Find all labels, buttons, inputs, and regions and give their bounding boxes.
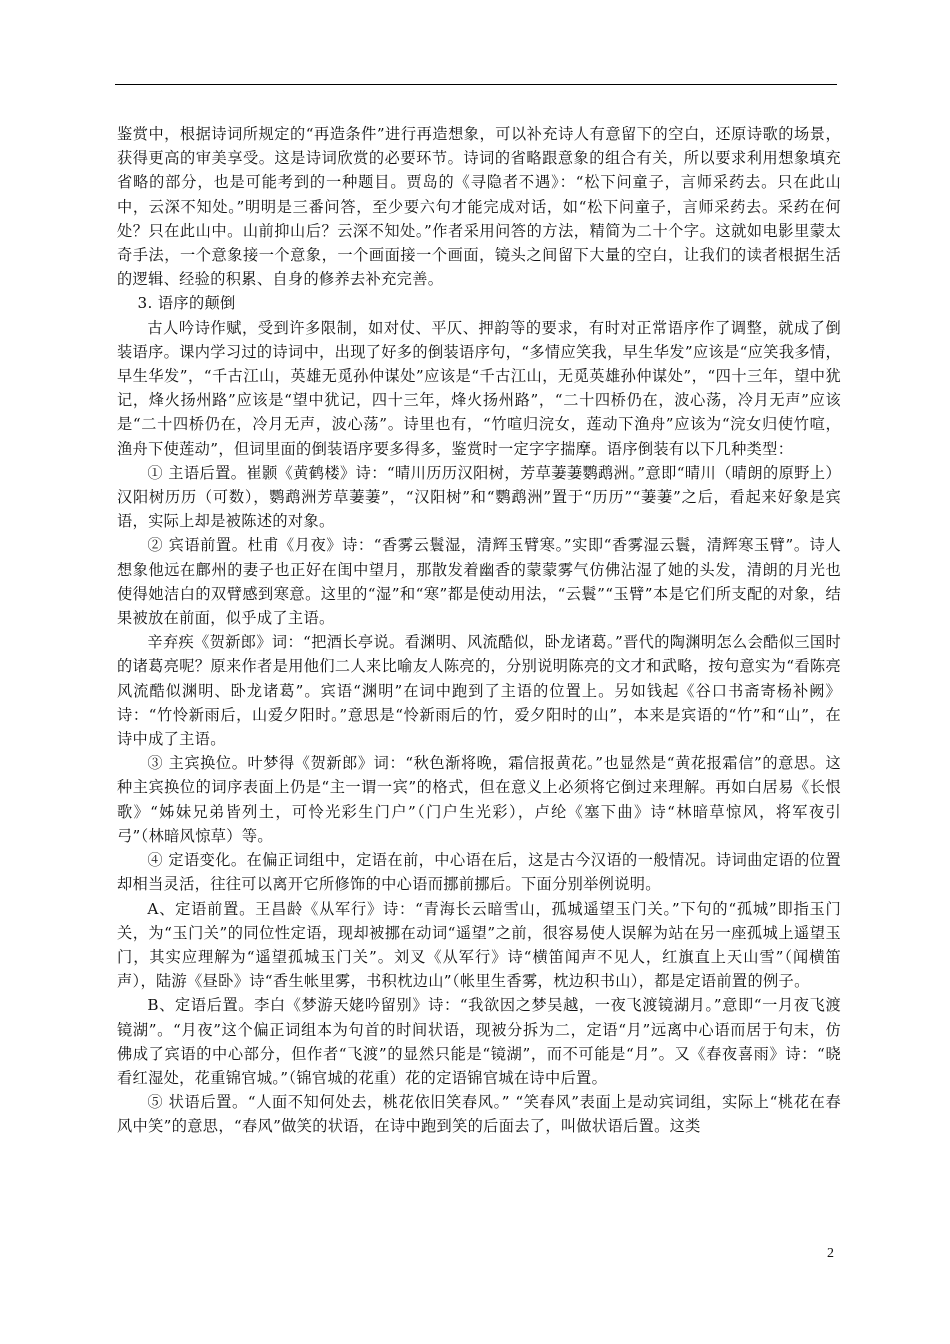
- section-heading: 3. 语序的颠倒: [137, 294, 236, 313]
- paragraph: 辛弃疾《贺新郎》词：“把酒长亭说。看渊明、风流酷似，卧龙诸葛。”晋代的陶渊明怎么会酷似三国时的诸葛亮呢？原来作者是用他们二人来比喻友人陈亮的，分别说明陈亮的文才和武略，按句意实为“看陈亮风流酷似渊明、卧龙诸葛”。宾语“渊明”在词中跑到了主语的位置上。另如钱起《谷口书斋寄杨补阙》诗：“竹怜新雨后，山爱夕阳时。”意思是“怜新雨后的竹，爱夕阳时的山”，本来是宾语的“竹”和“山”，在诗中成了主语。: [117, 633, 841, 749]
- paragraph: ① 主语后置。崔颢《黄鹤楼》诗：“晴川历历汉阳树，芳草萋萋鹦鹉洲。”意即“晴川（晴朗的原野上）汉阳树历历（可数），鹦鹉洲芳草萋萋”，“汉阳树”和“鹦鹉洲”置于“历历”“萋萋”之后，看起来好象是宾语，实际上却是被陈述的对象。: [117, 463, 841, 531]
- paragraph: ⑤ 状语后置。“人面不知何处去，桃花依旧笑春风。” “笑春风”表面上是动宾词组，实际上“桃花在春风中笑”的意思，“春风”做笑的状语，在诗中跑到笑的后面去了，叫做状语后置。这类: [117, 1093, 841, 1136]
- paragraph: B、定语后置。李白《梦游天姥吟留别》诗：“我欲因之梦吴越，一夜飞渡镜湖月。”意即“一月夜飞渡镜湖”。“月夜”这个偏正词组本为句首的时间状语，现被分拆为二，定语“月”远离中心语而居于句末，仿佛成了宾语的中心部分，但作者“飞渡”的显然只能是“镜湖”，而不可能是“月”。又《春夜喜雨》诗：“晓看红湿处，花重锦官城。”（锦官城的花重）花的定语锦官城在诗中后置。: [117, 996, 841, 1087]
- paragraph: 古人吟诗作赋，受到许多限制，如对仗、平仄、押韵等的要求，有时对正常语序作了调整，就成了倒装语序。课内学习过的诗词中，出现了好多的倒装语序句，“多情应笑我，早生华发”应该是“应笑我多情，早生华发”，“千古江山，英雄无觅孙仲谋处”应该是“千古江山，无觅英雄孙仲谋处”，“四十三年，望中犹记，烽火扬州路”应该是“望中犹记，四十三年，烽火扬州路”，“二十四桥仍在，波心荡，冷月无声”应该是“二十四桥仍在，冷月无声，波心荡”。诗里也有，“竹喧归浣女，莲动下渔舟”应该为“浣女归使竹喧，渔舟下使莲动”，但词里面的倒装语序要多得多，鉴赏时一定字字揣摩。语序倒装有以下几种类型：: [117, 318, 841, 458]
- document-body: [117, 122, 841, 1139]
- paragraph: ④ 定语变化。在偏正词组中，定语在前，中心语在后，这是古今汉语的一般情况。诗词曲定语的位置却相当灵活，往往可以离开它所修饰的中心语而挪前挪后。下面分别举例说明。: [117, 851, 841, 894]
- paragraph: ② 宾语前置。杜甫《月夜》诗：“香雾云鬟湿，清辉玉臂寒。”实即“香雾湿云鬟，清辉寒玉臂”。诗人想象他远在鄜州的妻子也正好在闺中望月，那散发着幽香的蒙蒙雾气仿佛沾湿了她的头发，清朗的月光也使得她洁白的双臂感到寒意。这里的“湿”和“寒”都是使动用法，“云鬟”“玉臂”本是它们所支配的对象，结果被放在前面，似乎成了主语。: [117, 536, 841, 628]
- paragraph: ③ 主宾换位。叶梦得《贺新郎》词：“秋色渐将晚，霜信报黄花。”也显然是“黄花报霜信”的意思。这种主宾换位的词序表面上仍是“主一谓一宾”的格式，但在意义上必须将它倒过来理解。再如白居易《长恨歌》“姊妹兄弟皆列土，可怜光彩生门户”（门户生光彩），卢纶《塞下曲》诗“林暗草惊风，将军夜引弓”（林暗风惊草）等。: [117, 754, 841, 845]
- paragraph: A、定语前置。王昌龄《从军行》诗：“青海长云暗雪山，孤城遥望玉门关。”下句的“孤城”即指玉门关，为“玉门关”的同位性定语，现却被挪在动词“遥望”之前，很容易使人误解为站在另一座孤城上遥望玉门，其实应理解为“遥望孤城玉门关”。刘叉《从军行》诗“横笛闻声不见人，红旗直上天山雪”（闻横笛声），陆游《昼卧》诗“香生帐里雾，书积枕边山”（帐里生香雾，枕边积书山），都是定语前置的例子。: [117, 899, 841, 991]
- paragraph: 鉴赏中，根据诗词所规定的“再造条件”进行再造想象，可以补充诗人有意留下的空白，还原诗歌的场景，获得更高的审美享受。这是诗词欣赏的必要环节。诗词的省略跟意象的组合有关，所以要求利用想象填充省略的部分，也是可能考到的一种题目。贾岛的《寻隐者不遇》：“松下问童子，言师采药去。只在此山中，云深不知处。”明明是三番问答，至少要六句才能完成对话，如“松下问童子，言师采药去。采药在何处？只在此山中。山前抑山后？云深不知处。”作者采用问答的方法，精简为二十个字。这就如电影里蒙太奇手法，一个意象接一个意象，一个画面接一个画面，镜头之间留下大量的空白，让我们的读者根据生活的逻辑、经验的积累、自身的修养去补充完善。: [117, 125, 841, 289]
- header-rule: [115, 84, 837, 85]
- page-number: 2: [827, 1246, 834, 1261]
